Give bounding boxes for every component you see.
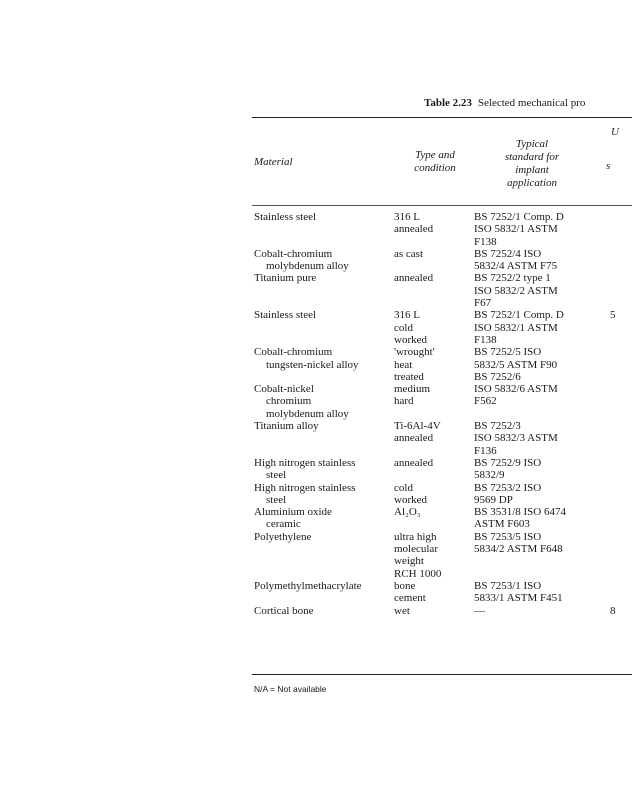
cell-cut-column: 8 (610, 604, 616, 617)
cell-material-line: Stainless steel (254, 309, 317, 322)
table-row (0, 531, 616, 580)
cell-standard-line: ISO 5832/6 ASTM (474, 383, 558, 396)
cell-standard-line: BS 7252/2 type 1 (474, 272, 551, 285)
cell-type-condition (394, 346, 472, 383)
cell-material-line: steel (266, 493, 287, 506)
cell-type-condition-line: annealed (394, 432, 434, 445)
cell-material-line: Titanium pure (254, 272, 317, 285)
cell-type-condition-line: worked (394, 493, 427, 506)
table-footnote: N/A = Not available (254, 684, 327, 694)
cell-type-condition-line: 316 L (394, 309, 420, 322)
cell-cut-column: 5 (610, 309, 616, 322)
cell-type-condition (394, 211, 472, 236)
table-number: Table 2.23 (424, 97, 472, 109)
cell-standard-line: F67 (474, 297, 492, 310)
cell-material (254, 531, 389, 543)
cell-standard-line: BS 7252/9 ISO (474, 456, 542, 469)
cell-standard-line: 9569 DP (474, 493, 513, 506)
cell-material-line: Cobalt-chromium (254, 346, 333, 359)
cell-standard (474, 605, 594, 617)
cell-type-condition-line: weight (394, 555, 424, 568)
cell-type-condition-line: ultra high (394, 530, 437, 543)
cell-standard (474, 506, 594, 531)
cell-standard-line: 5833/1 ASTM F451 (474, 592, 563, 605)
cell-type-condition-line: hard (394, 395, 414, 408)
table-row (0, 605, 616, 617)
cell-type-condition-line: RCH 1000 (394, 567, 442, 580)
cell-material (254, 420, 389, 432)
cell-material (254, 580, 389, 592)
cell-material (254, 211, 389, 223)
cell-material-line: molybdenum alloy (266, 407, 349, 420)
header-standard-line: application (506, 177, 558, 189)
cell-material-line: chromium (266, 395, 312, 408)
cell-standard (474, 248, 594, 273)
cell-standard-line: ISO 5832/1 ASTM (474, 223, 558, 236)
cell-type-condition-line: cement (394, 592, 426, 605)
cell-standard-line: 5832/4 ASTM F75 (474, 260, 558, 273)
cell-standard (474, 211, 594, 248)
cell-standard (474, 457, 594, 482)
table-row (0, 346, 616, 383)
cell-type-condition-line: annealed (394, 223, 434, 236)
cell-type-condition-line: annealed (394, 456, 434, 469)
cell-standard-line: ISO 5832/1 ASTM (474, 321, 558, 334)
table-caption (424, 97, 585, 109)
cell-type-condition (394, 605, 472, 617)
cell-material (254, 605, 389, 617)
table-row (0, 420, 616, 457)
cell-material (254, 346, 389, 371)
cell-material-line: Cobalt-nickel (254, 383, 314, 396)
cell-type-condition-line: 316 L (394, 211, 420, 223)
cell-material-line: Titanium alloy (254, 420, 319, 433)
cell-standard (474, 272, 594, 309)
table-body (0, 211, 616, 617)
cell-type-condition-line: annealed (394, 272, 434, 285)
cell-type-condition-line: worked (394, 333, 427, 346)
cell-type-condition (394, 309, 472, 346)
table-row (0, 482, 616, 507)
cell-material-line: High nitrogen stainless (254, 456, 356, 469)
table-row (0, 506, 616, 531)
table-row (0, 309, 616, 346)
table-row (0, 272, 616, 309)
cell-type-condition-line: molecular (394, 543, 438, 556)
cell-standard-line: 5834/2 ASTM F648 (474, 543, 563, 556)
cell-standard-line: BS 7252/3 (474, 420, 521, 433)
cell-material (254, 383, 389, 420)
table-bottom-rule (252, 674, 632, 675)
header-cut-column-top: U (611, 126, 619, 138)
header-cut-column-mid: s (606, 160, 611, 172)
cell-type-condition (394, 482, 472, 507)
cell-material-line: High nitrogen stainless (254, 481, 356, 494)
cell-material (254, 457, 389, 482)
cell-type-condition (394, 272, 472, 284)
header-standard-line: standard for (504, 151, 560, 163)
header-type-line: condition (414, 162, 456, 174)
cell-type-condition-line: cold (394, 321, 413, 334)
cell-type-condition (394, 248, 472, 260)
cell-standard-line: F138 (474, 235, 497, 248)
table-row (0, 383, 616, 420)
cell-standard-line: BS 7252/1 Comp. D (474, 211, 564, 223)
table-header-rule (252, 205, 632, 206)
cell-type-condition-line: cold (394, 481, 413, 494)
cell-standard-line: BS 7253/1 ISO (474, 579, 542, 592)
cell-material (254, 248, 389, 273)
header-material: Material (254, 156, 293, 168)
cell-standard-line: BS 7253/2 ISO (474, 481, 542, 494)
cell-standard-line: 5832/5 ASTM F90 (474, 358, 558, 371)
cell-material-line: tungsten-nickel alloy (266, 358, 359, 371)
cell-standard (474, 531, 594, 556)
table-row (0, 211, 616, 248)
cell-material-line: Polyethylene (254, 530, 312, 543)
cell-type-condition (394, 383, 472, 408)
header-type-line: Type and (415, 149, 455, 161)
header-standard (481, 138, 583, 190)
cell-material-line: steel (266, 469, 287, 482)
header-type-condition (395, 149, 475, 175)
cell-standard-line: 5832/9 (474, 469, 505, 482)
cell-standard-line: BS 7252/4 ISO (474, 247, 542, 260)
cell-standard-line: F562 (474, 395, 497, 408)
cell-material (254, 309, 389, 321)
cell-standard-line: F136 (474, 444, 497, 457)
cell-standard-line: BS 7252/5 ISO (474, 346, 542, 359)
cell-material-line: Polymethylmethacrylate (254, 579, 362, 592)
cell-standard-line: — (474, 604, 485, 617)
cell-type-condition-line: wet (394, 604, 410, 617)
cell-standard-line: ISO 5832/3 ASTM (474, 432, 558, 445)
cell-material-line: molybdenum alloy (266, 260, 349, 273)
cell-standard (474, 580, 594, 605)
table-title: Selected mechanical pro (477, 97, 586, 109)
cell-type-condition (394, 531, 472, 580)
cell-type-condition-line: heat (394, 358, 413, 371)
cell-type-condition-line: treated (394, 370, 424, 383)
cell-standard-line: BS 7252/1 Comp. D (474, 309, 564, 322)
cell-material-line: Cobalt-chromium (254, 247, 333, 260)
cell-material (254, 482, 389, 507)
cell-type-condition (394, 457, 472, 469)
cell-type-condition-line: bone (394, 579, 416, 592)
table-row (0, 580, 616, 605)
cell-material (254, 506, 389, 531)
cell-type-condition (394, 506, 472, 518)
cell-standard-line: BS 7252/6 (474, 370, 521, 383)
cell-material (254, 272, 389, 284)
cell-type-condition-line: medium (394, 383, 431, 396)
cell-standard-line: ASTM F603 (474, 518, 530, 531)
cell-standard-line: F138 (474, 333, 497, 346)
cell-standard (474, 383, 594, 408)
cell-type-condition-line: as cast (394, 247, 424, 260)
cell-type-condition-line: Al₂O₃ (394, 506, 421, 519)
header-standard-line: Typical (515, 138, 549, 150)
table-row (0, 457, 616, 482)
cell-material-line: Aluminium oxide (254, 506, 332, 519)
cell-type-condition-line: Ti-6Al-4V (394, 420, 441, 433)
cell-type-condition (394, 420, 472, 445)
cell-standard-line: BS 7253/5 ISO (474, 530, 542, 543)
cell-standard-line: BS 3531/8 ISO 6474 (474, 506, 566, 519)
table-top-rule (252, 117, 632, 118)
cell-type-condition (394, 580, 472, 605)
cell-standard (474, 482, 594, 507)
cell-standard (474, 309, 594, 346)
cell-material-line: Cortical bone (254, 604, 314, 617)
cell-type-condition-line: 'wrought' (394, 346, 435, 359)
cell-standard (474, 346, 594, 383)
cell-standard-line: ISO 5832/2 ASTM (474, 284, 558, 297)
cell-material-line: Stainless steel (254, 211, 317, 223)
table-row (0, 248, 616, 273)
cell-standard (474, 420, 594, 457)
header-standard-line: implant (515, 164, 549, 176)
cell-material-line: ceramic (266, 518, 301, 531)
